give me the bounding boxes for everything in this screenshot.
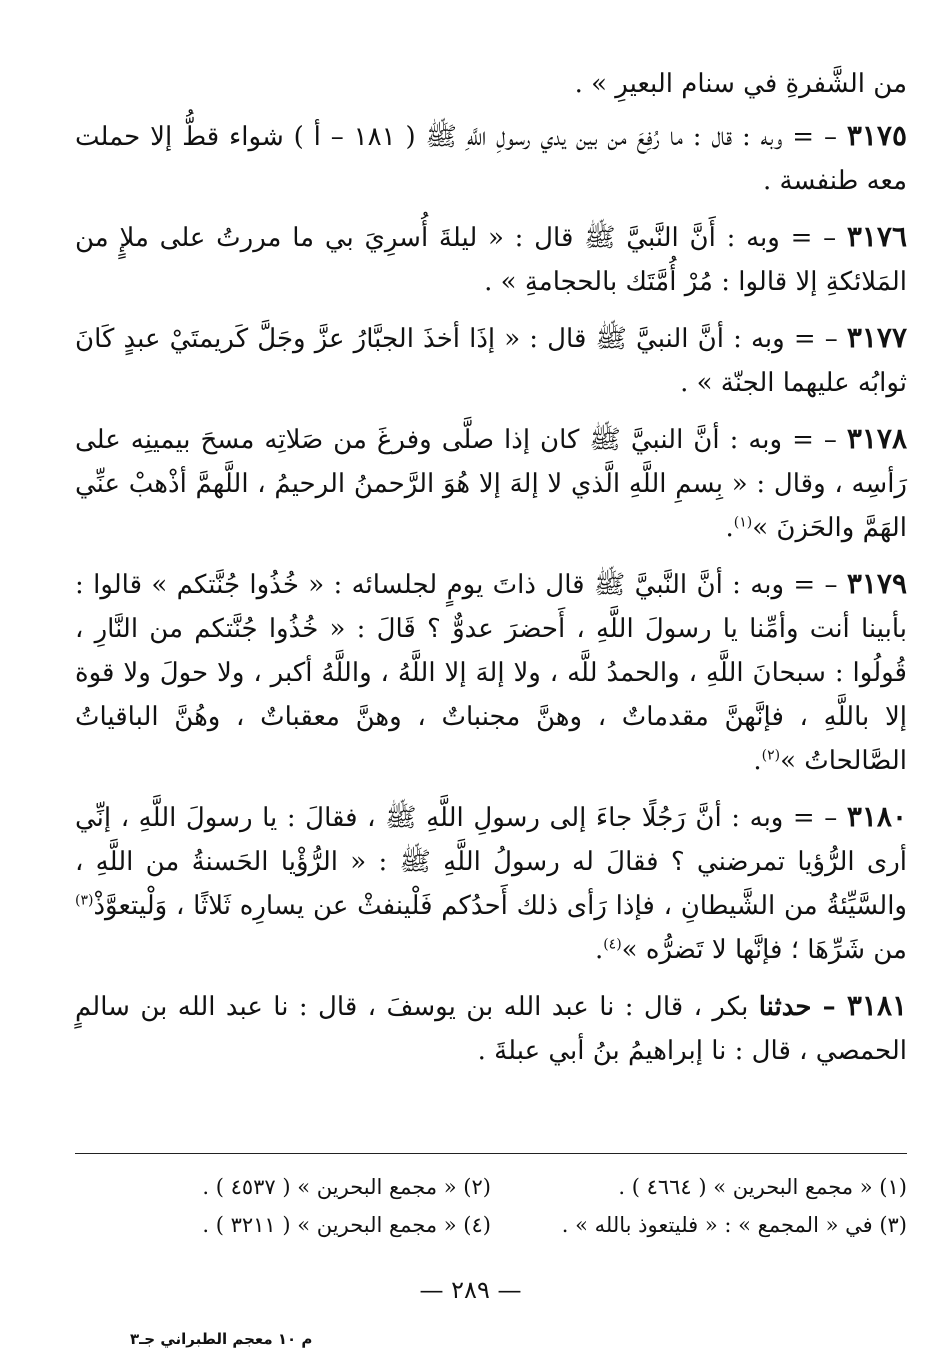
intro-text: من الشَّفرةِ في سنام البعيرِ » .	[574, 69, 907, 99]
footnote-2: (٢) « مجمع البحرين » ( ٤٥٣٧ ) .	[202, 1175, 491, 1199]
hadith-3181	[75, 984, 907, 1073]
hadith-3177	[75, 316, 907, 405]
hadith-3176	[75, 215, 907, 304]
footnote-3: (٣) في « المجمع » : « فليتعوذ بالله » .	[561, 1213, 907, 1237]
footnote-1: (١) « مجمع البحرين » ( ٤٦٦٤ ) .	[618, 1175, 907, 1199]
hadith-3178	[75, 417, 907, 550]
printer-signature: م ١٠ معجم الطبراني جـ٣	[130, 1330, 313, 1348]
footnote-row	[75, 1206, 907, 1244]
hadith-text: – = وبه : قال : ما رُفِعَ من بين يدي رسولِ اللَّهِ ﷺ ( ١٨١ – أ ) شواء قطُّ إلا حملت معه طنفسة .	[75, 122, 907, 196]
hadith-number: ٣١٧٧	[846, 321, 907, 354]
hadith-text: – = وبه : أنَّ النَّبيَّ ﷺ قال ذاتَ يومٍ لجلسائه : « خُذُوا جُنَّتكم » قالوا : بأبينا أنت وأمِّنا يا رسولَ اللَّهِ ، أَحضرَ عدوٌّ ؟ قَالَ : « خُذُوا جُنَّتكم من النَّارِ ، قُولُوا : سبحانَ اللَّهِ ، والحمدُ للَّه ، ولا إلهَ إلا اللَّهُ ، واللَّهُ أكبر ، ولا حولَ ولا قوة إلا باللَّهِ ، فإنَّهنَّ مقدماتٌ ، وهنَّ مجنباتٌ ، وهنَّ معقباتٌ ، وهُنَّ الباقياتُ الصَّالحاتُ »	[75, 570, 907, 776]
footnote-ref: (٣)	[75, 892, 94, 909]
hadith-text: – = وبه : أنَّ النبيَّ ﷺ قال : « إذَا أخذَ الجبَّارُ عزَّ وجَلَّ كَريمتَيْ عبدٍ كَانَ ثوابُه عليهما الجنّة » .	[75, 324, 907, 398]
hadith-3179	[75, 562, 907, 783]
hadith-end: .	[594, 935, 604, 965]
hadith-text: – = وبه : أنَّ رَجُلًا جاءَ إلى رسولِ اللَّهِ ﷺ ، فقالَ : يا رسولَ اللَّهِ ، إنِّي أرى الرُّؤيا تمرضني ؟ فقالَ له رسولُ اللَّهِ ﷺ : « الرُّؤْيا الحَسنةُ من اللَّهِ ، والسَّيِّئةُ من الشَّيطانِ ، فإذا رَأى ذلك أَحدُكم فَلْينفثْ عن يسارِه ثَلاثًا ، وَلْيتعوَّذْ	[75, 803, 907, 921]
hadith-number: ٣١٨٠	[846, 800, 907, 833]
hadith-end: .	[753, 746, 762, 776]
intro-line	[75, 62, 907, 106]
narration-keyword: – حدثنا	[758, 992, 847, 1022]
hadith-text: – = وبه : أنَّ النبيَّ ﷺ كان إذا صلَّى وفرغَ من صَلاتِه مسحَ بيمينِه على رَأسِه ، وقال : « بِسمِ اللَّهِ الَّذي لا إلهَ إلا هُوَ الرَّحمنُ الرحيمُ ، اللَّهمَّ أذْهبْ عنِّي الهَمَّ والحَزنَ »	[75, 425, 907, 543]
hadith-3175	[75, 114, 907, 203]
hadith-number: ٣١٧٨	[846, 422, 907, 455]
hadith-number: ٣١٨١	[846, 989, 908, 1022]
hadith-3180	[75, 795, 907, 972]
footnote-divider	[75, 1153, 907, 1154]
footnote-row	[75, 1168, 907, 1206]
hadith-text: – = وبه : أَنَّ النَّبيَّ ﷺ قال : « ليلةَ أُسرِيَ بي ما مررتُ على ملإٍ من المَلائكةِ إلا قالوا : مُرْ أُمَّتَك بالحجامةِ » .	[75, 223, 907, 297]
hadith-end: .	[725, 513, 734, 543]
page-number: — ٢٨٩ —	[419, 1276, 522, 1304]
page-body	[75, 62, 907, 1085]
hadith-text: بكر ، قال : نا عبد الله بن يوسفَ ، قال : نا عبد الله بن سالمٍ الحمصي ، قال : نا إبراهيمُ بنُ أبي عبلةَ .	[75, 992, 907, 1066]
hadith-number: ٣١٧٩	[846, 567, 907, 600]
footnotes	[75, 1168, 907, 1244]
footnote-ref: (١)	[733, 514, 753, 531]
hadith-text-continued: من شَرِّهَا ؛ فإنَّها لا تَضرُّه »	[621, 935, 907, 965]
footnote-ref: (٤)	[603, 936, 622, 953]
hadith-number: ٣١٧٦	[846, 220, 907, 253]
footnote-4: (٤) « مجمع البحرين » ( ٣٢١١ ) .	[202, 1213, 491, 1237]
hadith-number: ٣١٧٥	[846, 119, 907, 152]
footnote-ref: (٢)	[761, 747, 781, 764]
